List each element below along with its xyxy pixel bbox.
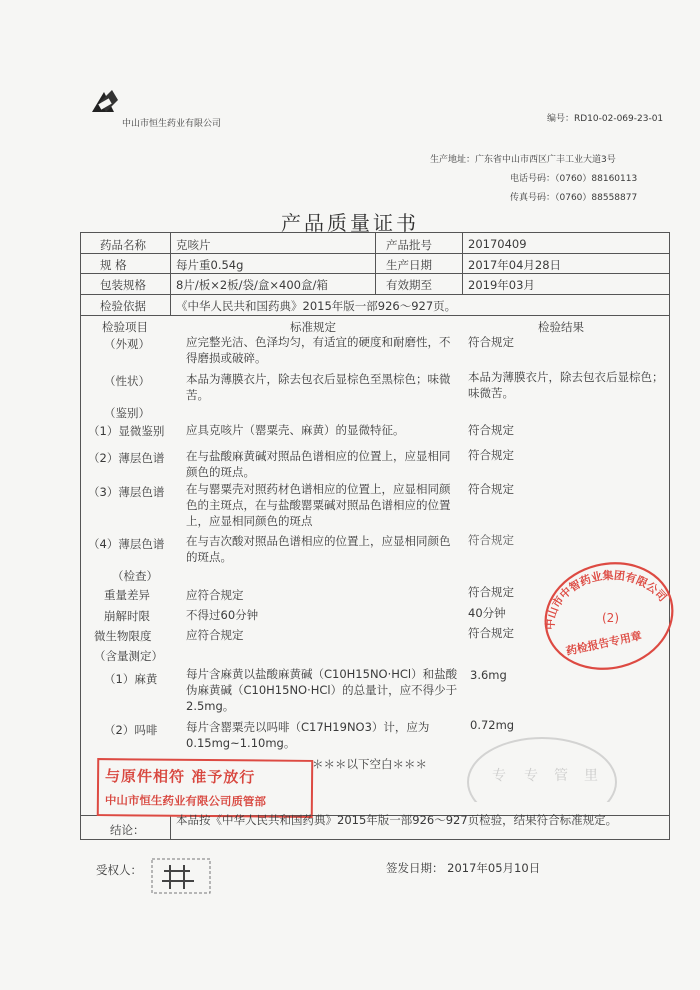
table-row-standard: 本品为薄膜衣片，除去包衣后显棕色至黑棕色；味微苦。 [186,372,451,402]
row-divider [80,294,670,295]
table-row-item: （鉴别） [104,406,150,420]
company-name: 中山市恒生药业有限公司 [122,119,222,129]
table-row-item: （3）薄层色谱 [88,485,165,499]
release-stamp [97,758,313,818]
table-row-result: 符合规定 [468,626,514,640]
production-address: 生产地址：广东省中山市西区广丰工业大道3号 [430,155,616,165]
column-header-standard: 标准规定 [290,320,336,334]
table-row-item: 重量差异 [104,588,150,602]
table-row-result: 3.6mg [470,668,507,682]
fax-number: 传真号码：（0760）88558877 [510,193,638,203]
batch-label: 产品批号 [386,238,432,252]
blank-note: ＊＊＊以下空白＊＊＊ [312,757,427,771]
document-number: 编号：RD10-02-069-23-01 [547,114,664,124]
svg-text:里: 里 [584,768,598,784]
table-row-item: （检查） [112,569,158,583]
quality-seal-stamp-icon [540,560,678,672]
seal-ring-text: 中山市中智药业集团有限公司 [543,568,670,631]
table-row-result: 符合规定 [468,533,514,547]
expiry-label: 有效期至 [386,278,432,292]
table-row-standard: 应完整光洁、色泽均匀，有适宜的硬度和耐磨性，不得磨损或破碎。 [186,335,451,365]
phone-number: 电话号码：（0760）88160113 [510,174,638,184]
table-row-standard: 不得过60分钟 [186,608,259,622]
conclusion-text: 本品按《中华人民共和国药典》2015年版一部926～927页检验，结果符合标准规定。 [176,813,618,827]
col-divider [170,232,171,315]
table-row-standard: 每片含麻黄以盐酸麻黄碱（C10H15NO·HCl）和盐酸伪麻黄碱（C10H15NO·HCl）的总量计，应不得少于2.5mg。 [186,667,458,713]
table-row-standard: 在与吉次酸对照品色谱相应的位置上，应显相同颜色的斑点。 [186,534,451,564]
basis-value: 《中华人民共和国药典》2015年版一部926～927页。 [176,299,457,313]
table-row-result: 0.72mg [470,718,515,732]
table-row-item: （1）麻黄 [104,672,158,686]
svg-text:专: 专 [492,768,506,784]
spec-value: 每片重0.54g [176,258,244,272]
table-row-standard: 应符合规定 [186,628,244,642]
basis-label: 检验依据 [100,299,146,313]
mfg-date-value: 2017年04月28日 [468,258,562,272]
table-row-item: （外观） [104,337,150,351]
table-row-standard: 在与罂粟壳对照药材色谱相应的位置上，应显相同颜色的主斑点，在与盐酸罂粟碱对照品色谱相应的位置上，应显相同颜色的斑点 [186,482,451,528]
expiry-value: 2019年03月 [468,278,535,292]
svg-text:管: 管 [554,768,568,784]
table-row-item: （1）显微鉴别 [88,424,165,438]
table-row-result: 符合规定 [468,482,514,496]
page-title: 产品质量证书 [281,211,419,235]
table-row-result: 符合规定 [468,448,514,462]
table-row-item: （2）吗啡 [104,723,158,737]
issue-date: 签发日期： 2017年05月10日 [386,861,541,875]
drug-name-label: 药品名称 [100,238,146,252]
seal-center-text: (2) [602,611,619,625]
column-header-item: 检验项目 [102,320,148,334]
col-divider [462,232,463,294]
table-row-standard: 在与盐酸麻黄碱对照品色谱相应的位置上，应显相同颜色的斑点。 [186,449,451,479]
handwritten-signature [150,857,212,895]
row-divider [80,315,670,316]
mfg-date-label: 生产日期 [386,258,432,272]
table-row-result: 符合规定 [468,423,514,437]
faint-seal-icon [462,732,622,802]
release-stamp-line2: 中山市恒生药业有限公司质管部 [104,793,266,809]
column-header-result: 检验结果 [538,320,584,334]
table-row-item: （4）薄层色谱 [88,537,165,551]
release-stamp-line1: 与原件相符 准予放行 [105,767,256,787]
table-row-standard: 应符合规定 [186,588,244,602]
table-row-result: 符合规定 [468,585,514,599]
table-row-standard: 每片含罂粟壳以吗啡（C17H19NO3）计，应为0.15mg~1.10mg。 [186,720,430,750]
table-row-result: 40分钟 [468,606,506,620]
seal-bottom-text: 药检报告专用章 [564,629,643,658]
conclusion-label: 结论： [110,823,145,837]
table-row-item: （性状） [104,374,150,388]
table-row-result: 符合规定 [468,335,514,349]
table-row-result: 本品为薄膜衣片，除去包衣后显棕色；味微苦。 [468,370,664,400]
col-divider [375,232,376,294]
table-row-item: （含量测定） [94,649,163,663]
table-row-item: （2）薄层色谱 [88,451,165,465]
svg-text:专: 专 [524,768,538,784]
table-row-item: 崩解时限 [104,609,150,623]
spec-label: 规 格 [100,258,127,272]
pack-label: 包装规格 [100,278,146,292]
authorized-person-label: 受权人： [96,863,142,877]
batch-value: 20170409 [468,237,527,251]
drug-name-value: 克咳片 [176,238,211,252]
table-row-item: 微生物限度 [94,629,152,643]
company-logo-icon [90,88,120,114]
table-row-standard: 应具克咳片（罂粟壳、麻黄）的显微特征。 [186,423,405,437]
pack-value: 8片/板×2板/袋/盒×400盒/箱 [176,278,328,292]
col-divider [170,815,171,840]
